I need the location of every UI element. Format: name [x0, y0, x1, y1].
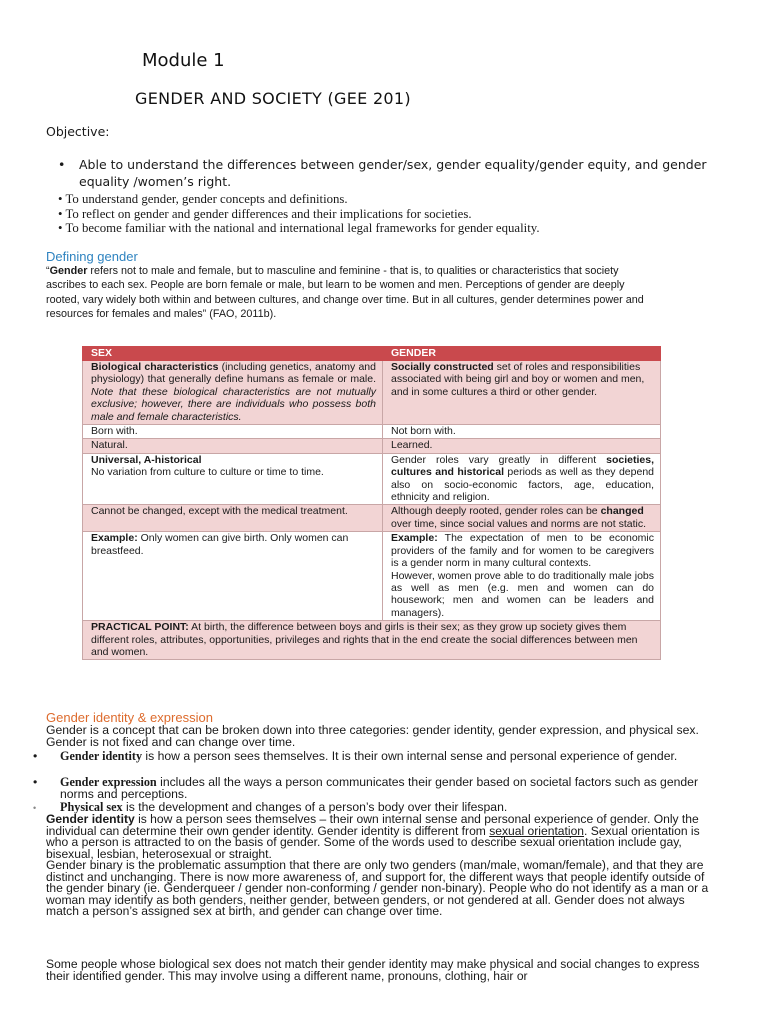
list-item: [33, 750, 723, 762]
cell-text: over time, since social values and norms are not static.: [391, 517, 647, 530]
bullet-term: Physical sex: [60, 800, 123, 814]
gender-identity-paragraph: [46, 814, 718, 918]
biological-sex-paragraph: Some people whose biological sex does not match their gender identity may make physical and social changes to express their identified gender. This may involve using a different name, pronouns, clothing, hair or: [46, 957, 700, 984]
definition-text: refers not to male and female, but to masculine and feminine - that is, to qualities or characteristics that society ascribes to each sex. People are born female or male, but learn to be women and men. Perceptions of gender are deeply rooted, vary widely both within and between cultures, and change over time. But in all cultures, gender determines power and resources for females and males” (FAO, 2011b).: [46, 265, 644, 321]
sex-gender-table: [82, 346, 661, 660]
table-cell: [383, 532, 661, 621]
objective-item: • To understand gender, gender concepts and definitions.: [58, 192, 348, 206]
bullet-term: Gender expression: [60, 775, 157, 789]
table-row-practical-point: [83, 621, 661, 660]
table-cell: [383, 505, 661, 532]
cell-text: Although deeply rooted, gender roles can be: [391, 505, 601, 518]
cell-bold: changed: [600, 505, 644, 518]
objective-list: [58, 192, 758, 236]
cell-bold: Universal, A-historical: [91, 453, 202, 466]
table-cell: [383, 453, 661, 505]
module-label: Module 1: [142, 50, 225, 71]
objective-main-text: Able to understand the differences between gender/sex, gender equality/gender equity, and gender equality /women’s right.: [79, 157, 707, 189]
paragraph-text: . Sexual orientation is who a person is attracted to on the basis of gender. Some of the words used to describe sexual orientation include gay, bisexual, lesbian, heterosexual or straight.: [46, 823, 700, 861]
objective-label: Objective:: [46, 124, 110, 139]
cell-text: Only women can give birth. Only women can breastfeed.: [91, 532, 349, 557]
table-cell: Natural.: [83, 439, 383, 453]
bullet-text: includes all the ways a person communicates their gender based on societal factors such as gender norms and perceptions.: [60, 775, 699, 802]
term-gender: Gender: [49, 265, 88, 277]
defining-gender-paragraph: [46, 264, 646, 322]
table-cell: Not born with.: [383, 425, 661, 439]
table-cell: Cannot be changed, except with the medical treatment.: [83, 505, 383, 532]
column-header-gender: GENDER: [383, 347, 661, 361]
list-item: [33, 776, 723, 801]
table-cell: Learned.: [383, 439, 661, 453]
column-header-sex: SEX: [83, 347, 383, 361]
page-title: GENDER AND SOCIETY (GEE 201): [135, 89, 411, 108]
table-header-row: [83, 347, 661, 361]
term-gender-identity: Gender identity: [46, 812, 135, 826]
cell-bold: Socially constructed: [391, 361, 494, 373]
cell-bold: Biological characteristics: [91, 361, 219, 373]
cell-text: No variation from culture to culture or time to time.: [91, 466, 324, 479]
section-heading-defining-gender: Defining gender: [46, 249, 138, 264]
practical-point-cell: [83, 621, 661, 660]
gender-identity-intro: Gender is a concept that can be broken down into three categories: gender identity, gender expression, and physical sex. Gender is not fixed and can change over time.: [46, 723, 699, 749]
table-row: [83, 439, 661, 453]
paragraph-text: is how a person sees themselves – their own internal sense and personal experience of gender. Only the individual can determine their own gender identity. Gender identity is different from: [46, 812, 699, 838]
cell-bold: Example:: [91, 532, 138, 545]
objective-main-bullet: [58, 156, 742, 190]
cell-italic: Note that these biological characteristics are not mutually exclusive; however, there are individuals who possess both male and female characteristics.: [91, 385, 376, 423]
bullet-text: is how a person sees themselves. It is their own internal sense and personal experience of gender.: [142, 749, 678, 763]
objective-item: • To become familiar with the national and international legal frameworks for gender equality.: [58, 221, 540, 236]
quote-mark: “: [46, 265, 50, 277]
cell-text: The expectation of men to be economic providers of the family and for women to be caregivers is a gender norm in many cultural contexts.: [391, 532, 654, 570]
cell-bold: societies, cultures and historical: [391, 453, 654, 479]
cell-bold: PRACTICAL POINT:: [91, 621, 189, 634]
cell-text: periods as well as they depend also on socio-economic factors, age, education, ethnicity and religion.: [391, 466, 654, 504]
sexual-orientation-link[interactable]: sexual orientation: [489, 823, 585, 838]
bullet-term: Gender identity: [60, 749, 143, 763]
cell-text: set of roles and responsibilities associated with being girl and boy or women and men, and in some cultures a third or other gender.: [391, 361, 645, 398]
bullet-dot-icon: •: [33, 749, 38, 763]
bullet-dot-icon: •: [33, 803, 37, 813]
objective-item: • To reflect on gender and gender differences and their implications for societies.: [58, 206, 472, 221]
bullet-text: is the development and changes of a person’s body over their lifespan.: [122, 800, 508, 814]
cell-bold: Example:: [391, 532, 438, 545]
bullet-dot-icon: •: [58, 157, 66, 172]
table-cell: [383, 361, 661, 425]
gender-binary-text: Gender binary is the problematic assumption that there are only two genders (man/male, woman/female), and that they are distinct and unchanging. There is now more awareness of, and support for, the different ways that people identify outside of the gender binary (ie. Genderqueer / gender non-conforming / gender non-binary). People who do not identify as a man or a woman may identify as both genders, neither gender, between genders, or not gendered at all. Gender does not always match a person’s assigned sex at birth, and gender can change over time.: [46, 858, 709, 918]
cell-text: (including genetics, anatomy and physiology) that generally define humans as female or male.: [91, 361, 376, 386]
table-row: [83, 532, 661, 621]
table-cell: [83, 453, 383, 505]
table-row: [83, 453, 661, 505]
table-cell: [83, 361, 383, 425]
cell-text: Gender roles vary greatly in different: [391, 453, 607, 466]
cell-text: However, women prove able to do traditionally male jobs as well as men (e.g. men and women can do housework; men and women can be leaders and managers).: [391, 569, 654, 619]
table-row: [83, 425, 661, 439]
table-cell: Born with.: [83, 425, 383, 439]
bullet-dot-icon: •: [33, 775, 38, 789]
cell-text: At birth, the difference between boys and girls is their sex; as they grow up society gives them different roles, attributes, opportunities, privileges and rights that in the end create the social differences between men and women.: [91, 621, 638, 658]
table-row: [83, 505, 661, 532]
table-row: [83, 361, 661, 425]
table-cell: [83, 532, 383, 621]
section-heading-gender-identity: Gender identity & expression: [46, 710, 213, 725]
